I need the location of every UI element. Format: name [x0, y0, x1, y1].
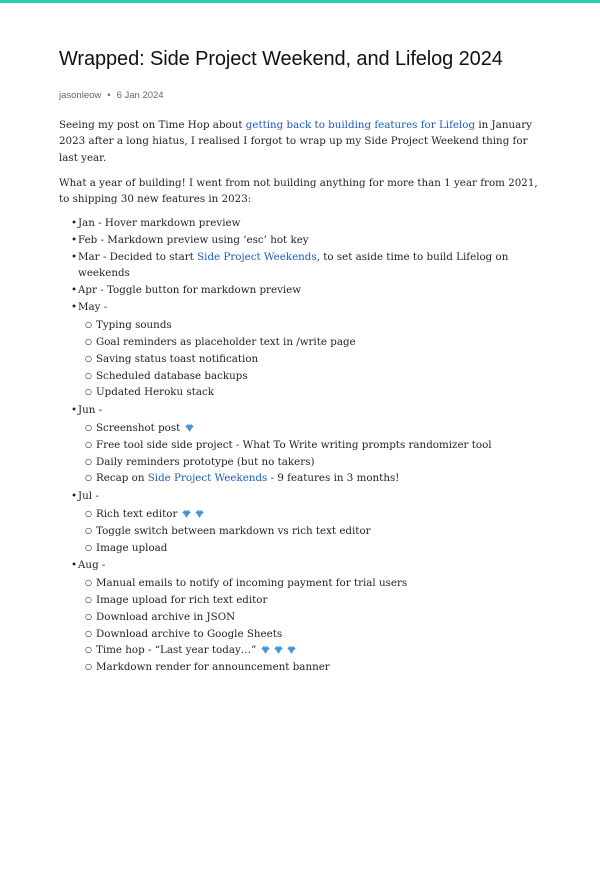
list-item: ○ Daily reminders prototype (but no takers): [78, 454, 541, 470]
jun-sublist: [78, 420, 541, 487]
intro-text: Seeing my post on Time Hop about: [59, 119, 246, 131]
list-item: [78, 642, 541, 658]
list-item: ○ Free tool side side project - What To Write writing prompts randomizer tool: [78, 437, 541, 453]
list-item: ○ Markdown render for announcement banner: [78, 659, 541, 675]
list-item: [78, 420, 541, 436]
feature-count: 30: [120, 193, 134, 206]
post-body: [59, 117, 541, 676]
recap-text-end: - 9 features in 3 months!: [267, 472, 400, 485]
list-item: ○ Goal reminders as placeholder text in /write page: [78, 334, 541, 350]
list-item: ○ Toggle switch between markdown vs rich text editor: [78, 523, 541, 539]
top-accent-bar: [0, 0, 600, 3]
list-item: ○ Download archive to Google Sheets: [78, 626, 541, 642]
may-label: May -: [78, 300, 108, 313]
gem-icon: [185, 424, 194, 432]
meta-separator: •: [107, 90, 111, 101]
article: [0, 46, 600, 676]
list-item: ○ Saving status toast notification: [78, 351, 541, 367]
lifelog-features-link[interactable]: getting back to building features for Lifelog: [245, 119, 476, 131]
list-item: [78, 470, 541, 486]
aug-label: Aug -: [78, 558, 106, 571]
list-item-text: Rich text editor: [96, 508, 178, 521]
author-link[interactable]: jasonleow: [59, 90, 102, 101]
intro-text-end: in January 2023 after a long hiatus, I realised I forgot to wrap up my Side Project Weekend thing for last year.: [59, 119, 532, 164]
list-item-jul: [59, 488, 541, 556]
gem-icon: [274, 646, 283, 654]
summary-paragraph: [59, 175, 541, 208]
post-title: Wrapped: Side Project Weekend, and Lifelog 2024: [59, 48, 503, 70]
list-item: ○ Download archive in JSON: [78, 609, 541, 625]
side-project-weekends-recap-link[interactable]: Side Project Weekends: [147, 472, 268, 485]
list-item-jan: • Jan - Hover markdown preview: [59, 215, 541, 231]
summary-text-end: new features in 2023:: [133, 193, 252, 206]
intro-paragraph: [59, 117, 541, 166]
list-item-aug: [59, 557, 541, 676]
list-item: [78, 506, 541, 522]
list-item-mar: [59, 249, 541, 282]
month-list: [59, 215, 541, 675]
list-item: ○ Manual emails to notify of incoming payment for trial users: [78, 575, 541, 591]
post-date: 6 Jan 2024: [116, 90, 164, 101]
list-item-may: [59, 299, 541, 401]
summary-text: What a year of building! I went from not building anything for more than 1 year from 2021, to shipping: [59, 176, 538, 206]
recap-text: Recap on: [96, 472, 148, 485]
list-item-jun: [59, 402, 541, 487]
list-item: ○ Typing sounds: [78, 317, 541, 333]
list-item-apr: • Apr - Toggle button for markdown preview: [59, 282, 541, 298]
gem-icon: [287, 646, 296, 654]
list-item-text: Time hop - “Last year today…”: [96, 644, 257, 657]
gem-icon: [195, 510, 204, 518]
jul-sublist: [78, 506, 541, 556]
side-project-weekends-link[interactable]: Side Project Weekends: [197, 251, 317, 264]
list-item: ○ Updated Heroku stack: [78, 384, 541, 400]
mar-text: Mar - Decided to start: [78, 251, 198, 264]
jun-label: Jun -: [78, 403, 103, 416]
gem-icon: [182, 510, 191, 518]
may-sublist: [78, 317, 541, 400]
list-item: ○ Image upload for rich text editor: [78, 592, 541, 608]
list-item-text: Screenshot post: [96, 422, 181, 435]
aug-sublist: [78, 575, 541, 675]
mar-text-end: , to set aside time to build Lifelog on weekends: [78, 251, 509, 280]
list-item: ○ Image upload: [78, 540, 541, 556]
list-item: ○ Scheduled database backups: [78, 368, 541, 384]
list-item-feb: • Feb - Markdown preview using ‘esc’ hot key: [59, 232, 541, 248]
post-meta: [59, 90, 541, 102]
gem-icon: [261, 646, 270, 654]
jul-label: Jul -: [78, 489, 99, 502]
